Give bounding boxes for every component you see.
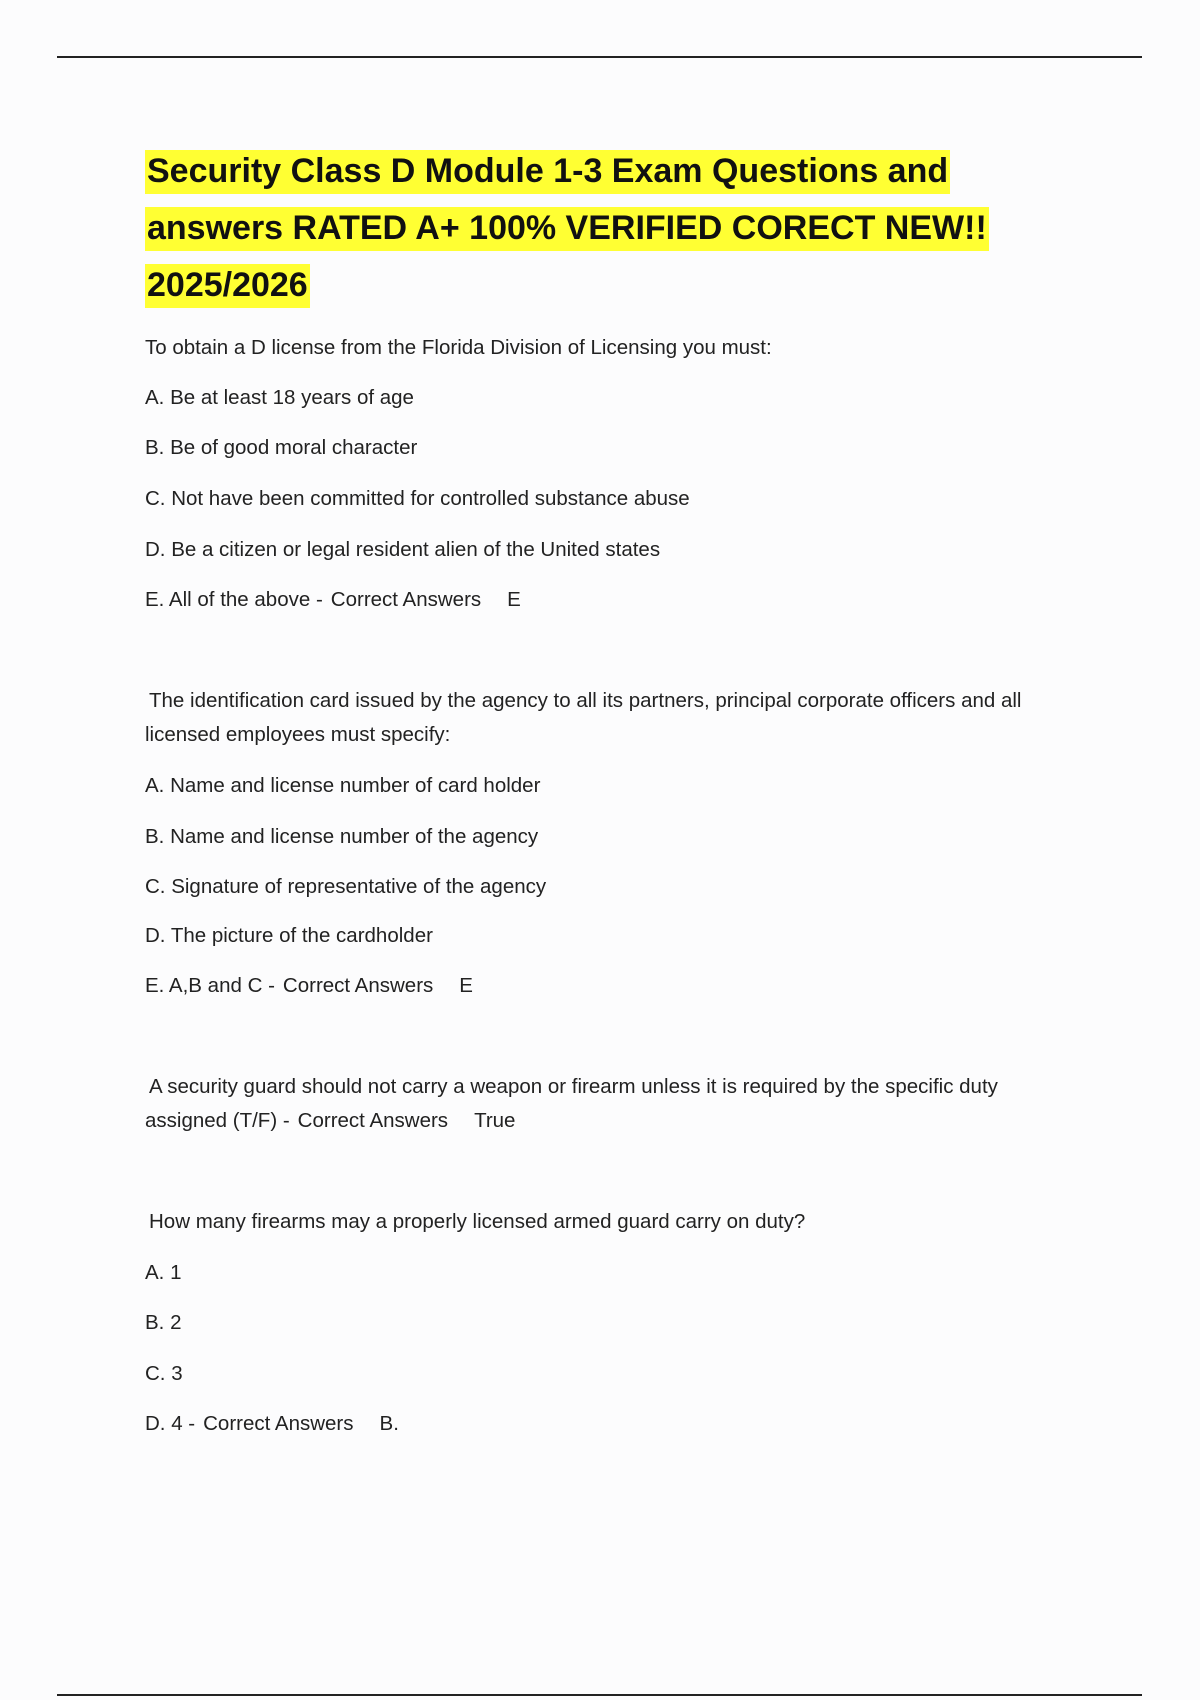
- q4-answer-value: B.: [379, 1412, 399, 1435]
- q4-option-d-text: D. 4 -: [145, 1412, 196, 1435]
- q1-option-c: C. Not have been committed for controlled substance abuse: [145, 487, 690, 510]
- q2-option-e-text: E. A,B and C -: [145, 974, 275, 997]
- q1-answer-label: Correct Answers: [330, 588, 482, 611]
- q4-answer-label: Correct Answers: [203, 1412, 354, 1435]
- q3-answer-label: Correct Answers: [297, 1109, 449, 1132]
- q2-option-e: [145, 969, 473, 1003]
- q2-option-c: C. Signature of representative of the agency: [145, 875, 547, 898]
- top-divider: [57, 56, 1142, 58]
- q3-prompt: [145, 1070, 1075, 1138]
- title-highlight: Security Class D Module 1-3 Exam Questions and answers RATED A+ 100% VERIFIED CORECT NEW!! 2025/2026: [145, 150, 989, 308]
- q2-option-d: D. The picture of the cardholder: [145, 924, 433, 947]
- q2-answer-value: E: [459, 974, 473, 997]
- q1-option-e-text: E. All of the above -: [145, 588, 323, 611]
- q3-answer-value: True: [474, 1109, 516, 1132]
- q4-option-c: C. 3: [145, 1362, 183, 1385]
- q4-option-b: B. 2: [145, 1311, 182, 1334]
- document-title: [145, 143, 1045, 314]
- bottom-divider: [57, 1694, 1142, 1696]
- q2-answer-label: Correct Answers: [282, 974, 434, 997]
- q2-option-b: B. Name and license number of the agency: [145, 825, 539, 848]
- q1-prompt: To obtain a D license from the Florida Division of Licensing you must:: [145, 336, 772, 359]
- q1-option-a: A. Be at least 18 years of age: [145, 386, 414, 409]
- q4-option-a: A. 1: [145, 1261, 182, 1284]
- q3-prompt-text: A security guard should not carry a weapon or firearm unless it is required by the specific duty assigned (T/F) -: [145, 1075, 998, 1132]
- q1-option-d: D. Be a citizen or legal resident alien of the United states: [145, 538, 661, 561]
- q2-option-a: A. Name and license number of card holder: [145, 774, 541, 797]
- q1-option-b: B. Be of good moral character: [145, 436, 418, 459]
- q4-prompt: How many firearms may a properly licensed armed guard carry on duty?: [149, 1210, 806, 1233]
- q1-option-e: [145, 583, 521, 617]
- q1-answer-value: E: [507, 588, 521, 611]
- q2-prompt: The identification card issued by the agency to all its partners, principal corporate officers and all licensed employees must specify:: [145, 689, 1022, 746]
- q4-option-d: [145, 1407, 399, 1441]
